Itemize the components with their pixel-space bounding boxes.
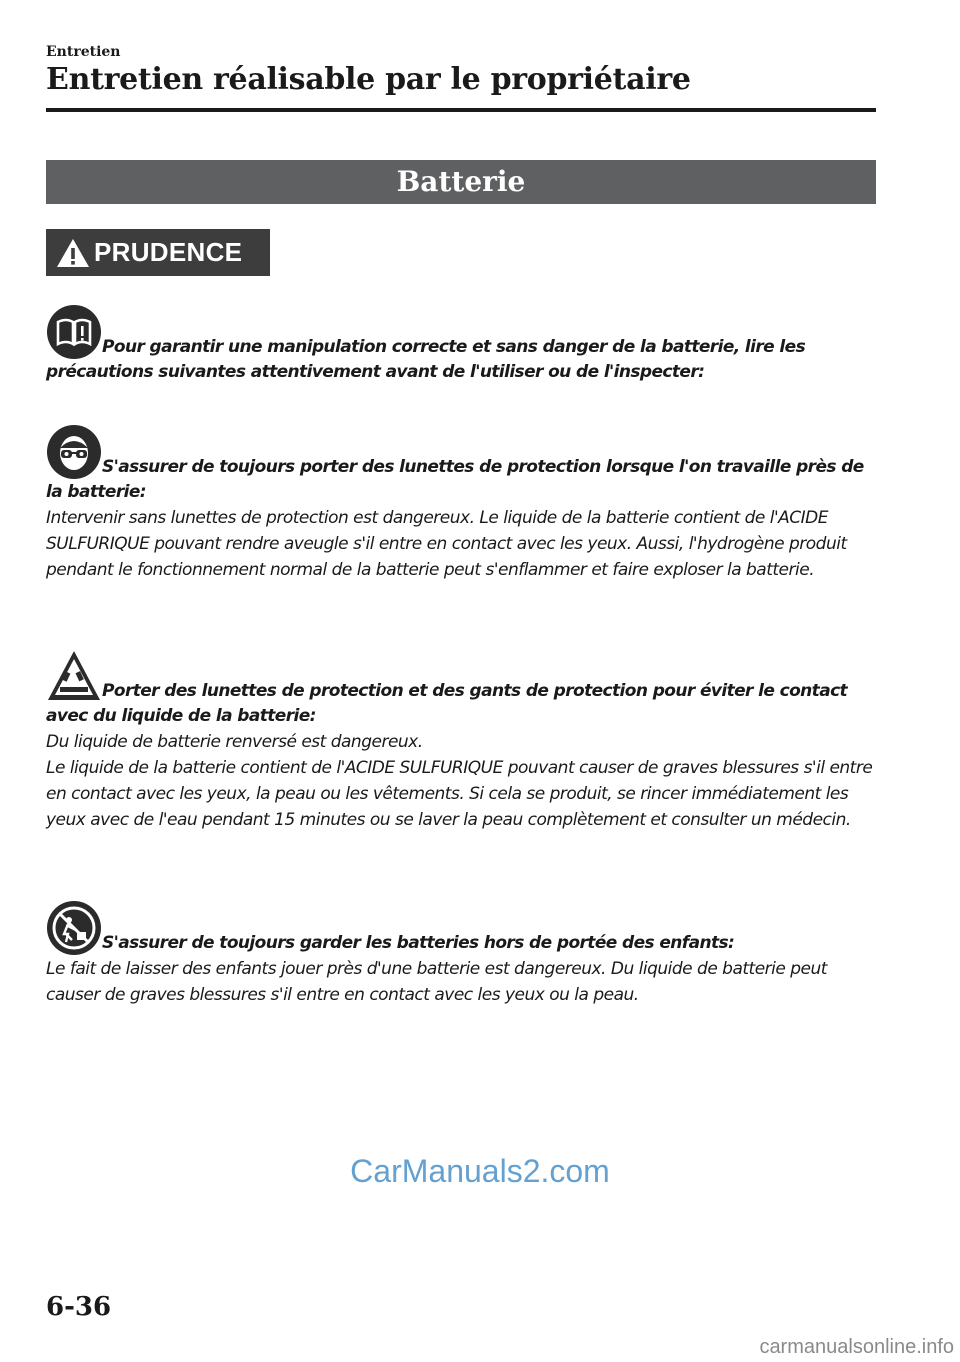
- block-lead-text: S'assurer de toujours garder les batteries hors de portée des enfants:: [102, 933, 735, 953]
- caution-badge: [46, 229, 270, 276]
- block-lead: [46, 424, 876, 505]
- block-lead: [46, 900, 876, 956]
- section-title: Batterie: [46, 160, 876, 204]
- page-number: 6-36: [46, 1292, 112, 1322]
- keep-children-away-icon: [46, 900, 102, 956]
- block-lead-text: Porter des lunettes de protection et des gants de protection pour éviter le contact avec du liquide de la batterie:: [46, 681, 848, 726]
- warning-triangle-icon: [56, 237, 90, 269]
- footer-site: carmanualsonline.info: [759, 1336, 954, 1358]
- block-lead-text: S'assurer de toujours porter des lunettes de protection lorsque l'on travaille près de la batterie:: [46, 457, 864, 502]
- block-body-line: Le liquide de la batterie contient de l'ACIDE SULFURIQUE pouvant causer de graves blessures s'il entre en contact avec les yeux, la peau ou les vêtements. Si cela se produit, se rincer immédiatement les yeux avec de l'eau pendant 15 minutes ou se laver la peau complètement et consulter un médecin.: [46, 758, 873, 830]
- running-header-section: Entretien: [46, 44, 121, 60]
- header-divider: [46, 108, 876, 112]
- instruction-block-children: [46, 900, 876, 1008]
- corrosive-icon: [46, 648, 102, 704]
- caution-label: PRUDENCE: [94, 237, 243, 267]
- instruction-block-eye-protection: [46, 424, 876, 583]
- watermark: CarManuals2.com: [350, 1153, 610, 1189]
- block-lead: [46, 648, 876, 729]
- block-lead-text: Pour garantir une manipulation correcte et sans danger de la batterie, lire les précautions suivantes attentivement avant de l'utiliser ou de l'inspecter:: [46, 337, 806, 382]
- page-title: Entretien réalisable par le propriétaire: [46, 62, 691, 97]
- block-body: Le fait de laisser des enfants jouer près d'une batterie est dangereux. Du liquide de batterie peut causer de graves blessures s'il entre en contact avec les yeux ou la peau.: [46, 959, 827, 1005]
- block-lead: [46, 304, 876, 385]
- block-body: Intervenir sans lunettes de protection est dangereux. Le liquide de la batterie contient de l'ACIDE SULFURIQUE pouvant rendre aveugle s'il entre en contact avec les yeux. Aussi, l'hydrogène produit pendant le fonctionnement normal de la batterie peut s'enflammer et faire exploser la batterie.: [46, 508, 847, 580]
- instruction-block-manual: [46, 304, 876, 385]
- instruction-block-corrosive: [46, 648, 876, 833]
- eye-protection-icon: [46, 424, 102, 480]
- block-body-line: Du liquide de batterie renversé est dangereux.: [46, 732, 423, 752]
- manual-book-icon: [46, 304, 102, 360]
